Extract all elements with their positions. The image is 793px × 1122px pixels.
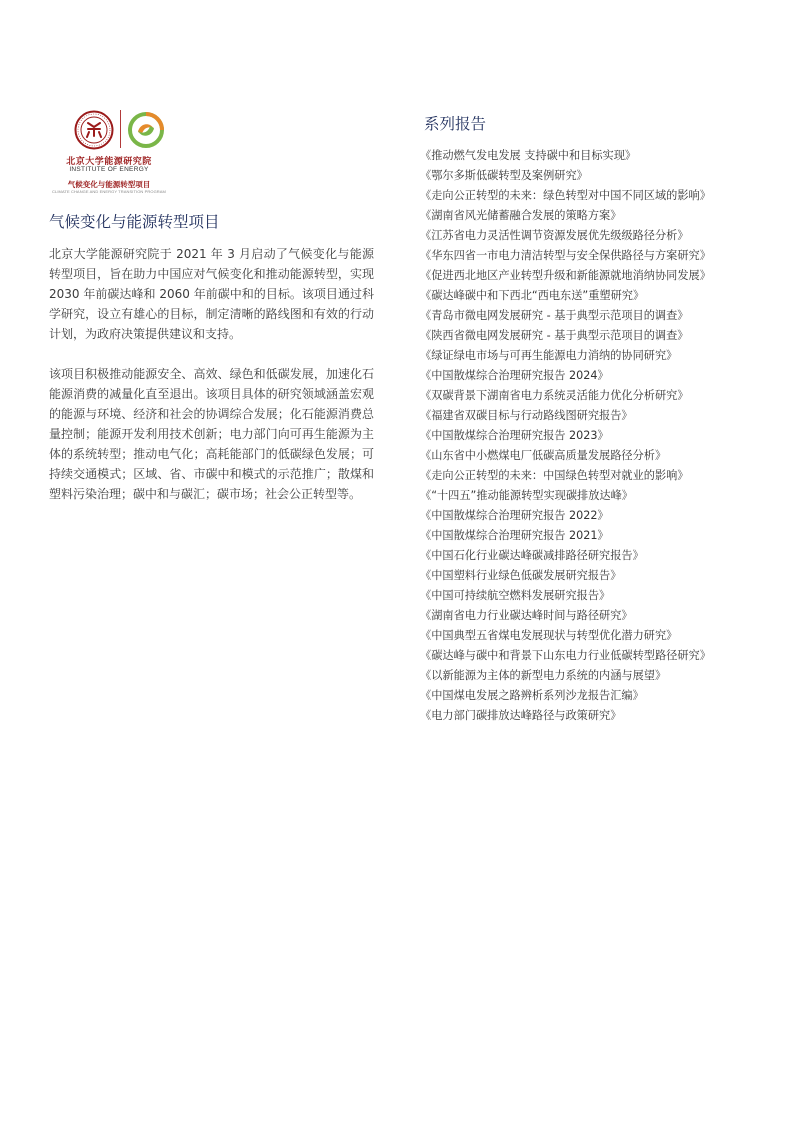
report-item: 《走向公正转型的未来：绿色转型对中国不同区域的影响》 — [420, 189, 711, 202]
report-item: 《双碳背景下湖南省电力系统灵活能力优化分析研究》 — [420, 389, 689, 402]
report-item: 《碳达峰碳中和下西北“西电东送”重塑研究》 — [420, 289, 645, 302]
report-item: 《中国典型五省煤电发展现状与转型优化潜力研究》 — [420, 629, 678, 642]
report-item: 《中国塑料行业绿色低碳发展研究报告》 — [420, 569, 622, 582]
report-item: 《促进西北地区产业转型升级和新能源就地消纳协同发展》 — [420, 269, 711, 282]
report-item: 《鄂尔多斯低碳转型及案例研究》 — [420, 169, 588, 182]
report-item: 《华东四省一市电力清洁转型与安全保供路径与方案研究》 — [420, 249, 711, 262]
report-item: 《山东省中小燃煤电厂低碳高质量发展路径分析》 — [420, 449, 667, 462]
energy-swirl-icon — [126, 110, 166, 150]
report-list — [420, 146, 750, 726]
program-scope-paragraph: 该项目积极推动能源安全、高效、绿色和低碳发展，加速化石能源消费的减量化直至退出。该项目具体的研究领域涵盖宏观的能源与环境、经济和社会的协调综合发展；化石能源消费总量控制；能源开发利用技术创新；电力部门向可再生能源为主体的系统转型；推动电气化；高耗能部门的低碳绿色发展；可持续交通模式；区域、省、市碳中和模式的示范推广；散煤和塑料污染治理；碳中和与碳汇；碳市场；社会公正转型等。 — [49, 367, 374, 501]
report-item: 《绿证绿电市场与可再生能源电力消纳的协同研究》 — [420, 349, 678, 362]
pku-seal-icon — [74, 110, 114, 150]
logo-emblems — [66, 108, 176, 152]
report-item: 《福建省双碳目标与行动路线图研究报告》 — [420, 409, 633, 422]
logo-program-cn: 气候变化与能源转型项目 — [67, 180, 151, 189]
report-item: 《中国煤电发展之路辨析系列沙龙报告汇编》 — [420, 689, 644, 702]
series-reports-title: 系列报告 — [424, 115, 487, 133]
report-item: 《湖南省电力行业碳达峰时间与路径研究》 — [420, 609, 633, 622]
report-item: 《电力部门碳排放达峰路径与政策研究》 — [420, 709, 622, 722]
report-item: 《“十四五”推动能源转型实现碳排放达峰》 — [420, 489, 633, 502]
report-item: 《中国可持续航空燃料发展研究报告》 — [420, 589, 611, 602]
report-item: 《以新能源为主体的新型电力系统的内涵与展望》 — [420, 669, 667, 682]
report-item: 《中国散煤综合治理研究报告 2021》 — [420, 529, 609, 542]
logo-name-cn: 北京大学能源研究院 — [66, 157, 152, 167]
report-item: 《湖南省风光储蓄融合发展的策略方案》 — [420, 209, 622, 222]
report-item: 《中国石化行业碳达峰碳减排路径研究报告》 — [420, 549, 644, 562]
program-intro-paragraph: 北京大学能源研究院于 2021 年 3 月启动了气候变化与能源转型项目，旨在助力中国应对气候变化和推动能源转型，实现 2030 年前碳达峰和 2060 年前碳中和的目标。该项目通过科学研究，设立有雄心的目标，制定清晰的路线图和有效的行动计划，为政府决策提供建议和支持。 — [49, 247, 374, 341]
report-item: 《江苏省电力灵活性调节资源发展优先级级路径分析》 — [420, 229, 689, 242]
report-item: 《碳达峰与碳中和背景下山东电力行业低碳转型路径研究》 — [420, 649, 711, 662]
institute-logo — [50, 108, 190, 198]
report-item: 《推动燃气发电发展 支持碳中和目标实现》 — [420, 149, 637, 162]
report-item: 《中国散煤综合治理研究报告 2022》 — [420, 509, 609, 522]
logo-divider — [120, 110, 121, 148]
report-item: 《陕西省微电网发展研究 - 基于典型示范项目的调查》 — [420, 329, 689, 342]
report-item: 《中国散煤综合治理研究报告 2023》 — [420, 429, 609, 442]
logo-name-en: INSTITUTE OF ENERGY — [69, 166, 149, 173]
report-item: 《走向公正转型的未来：中国绿色转型对就业的影响》 — [420, 469, 689, 482]
program-title: 气候变化与能源转型项目 — [49, 213, 220, 231]
report-item: 《青岛市微电网发展研究 - 基于典型示范项目的调查》 — [420, 309, 689, 322]
report-item: 《中国散煤综合治理研究报告 2024》 — [420, 369, 609, 382]
logo-program-en: CLIMATE CHANGE AND ENERGY TRANSITION PROGRAM — [52, 189, 166, 194]
